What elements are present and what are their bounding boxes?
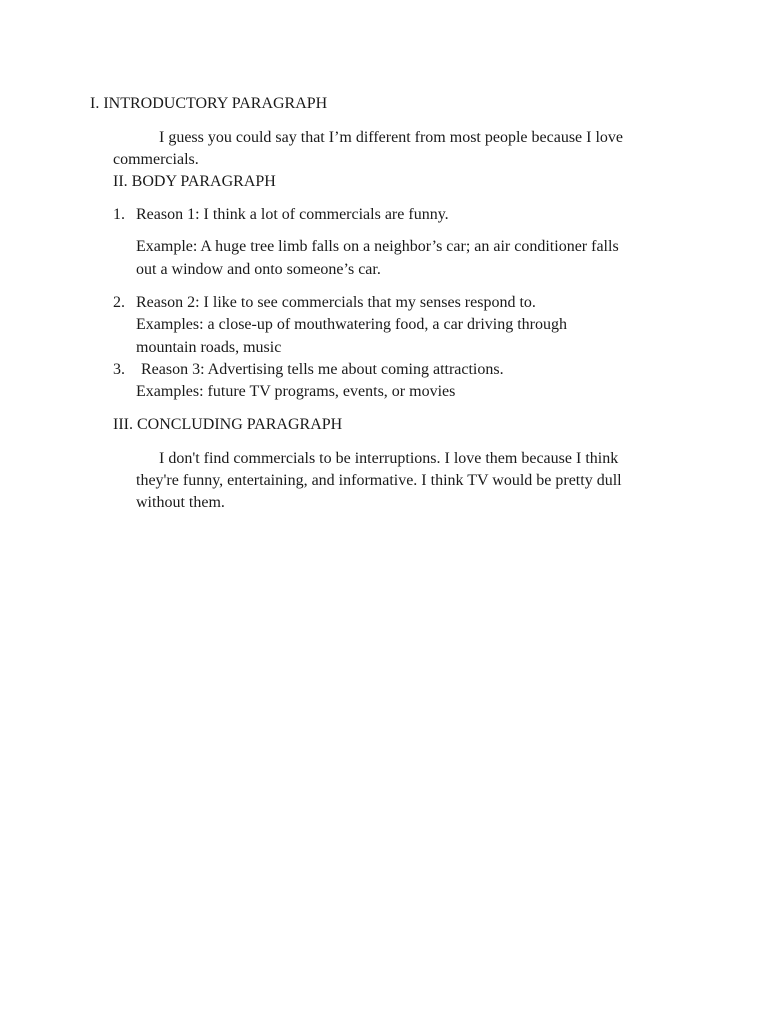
intro-text-line-1: I guess you could say that I’m different from most people because I love bbox=[159, 129, 624, 146]
reason-2-text: Reason 2: I like to see commercials that my senses respond to. bbox=[136, 294, 536, 311]
reason-1-text: Reason 1: I think a lot of commercials are funny. bbox=[136, 206, 449, 223]
reason-2-example-line-2: mountain roads, music bbox=[136, 339, 282, 356]
reason-3-number: 3. bbox=[113, 361, 125, 378]
intro-text-line-2: commercials. bbox=[113, 151, 199, 168]
reason-1-example-line-2: out a window and onto someone’s car. bbox=[136, 261, 381, 278]
reason-1-example-line-1: Example: A huge tree limb falls on a neighbor’s car; an air conditioner falls bbox=[136, 238, 619, 255]
conclusion-text-line-2: they're funny, entertaining, and informative. I think TV would be pretty dull bbox=[136, 472, 622, 489]
reason-3-text: Reason 3: Advertising tells me about coming attractions. bbox=[141, 361, 504, 378]
body-heading: II. BODY PARAGRAPH bbox=[113, 173, 276, 190]
reason-1-number: 1. bbox=[113, 206, 125, 223]
reason-3-example-line-1: Examples: future TV programs, events, or movies bbox=[136, 383, 456, 400]
conclusion-text-line-3: without them. bbox=[136, 494, 225, 511]
conclusion-heading: III. CONCLUDING PARAGRAPH bbox=[113, 416, 343, 433]
reason-2-example-line-1: Examples: a close-up of mouthwatering food, a car driving through bbox=[136, 316, 567, 333]
conclusion-text-line-1: I don't find commercials to be interruptions. I love them because I think bbox=[159, 450, 619, 467]
intro-heading: I. INTRODUCTORY PARAGRAPH bbox=[90, 95, 328, 112]
reason-2-number: 2. bbox=[113, 294, 125, 311]
